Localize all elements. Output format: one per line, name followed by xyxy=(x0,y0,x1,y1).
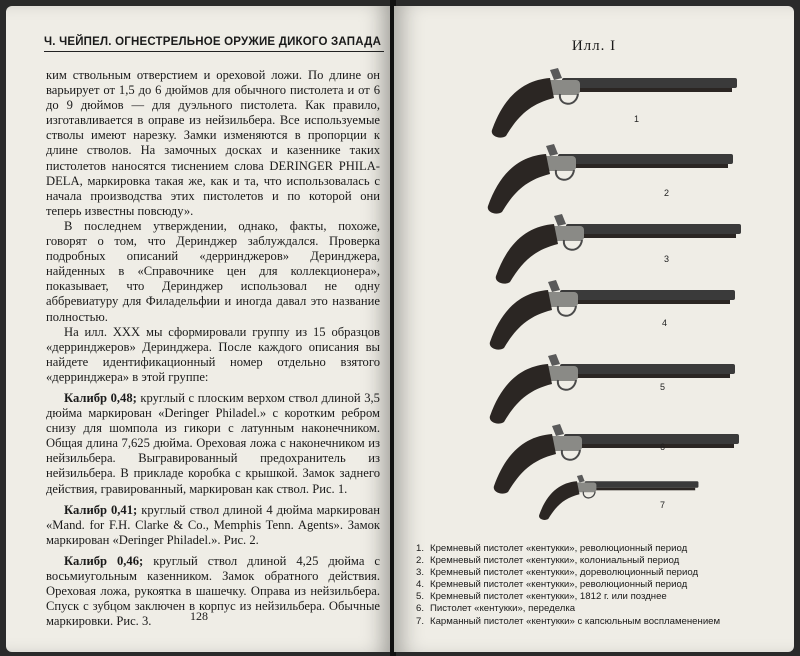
figure-number-1: 1 xyxy=(634,114,640,124)
figure-number-3: 3 xyxy=(664,254,670,264)
running-header: Ч. ЧЕЙПЕЛ. ОГНЕСТРЕЛЬНОЕ ОРУЖИЕ ДИКОГО ЗАПАДА xyxy=(44,36,384,52)
caption-item xyxy=(416,616,786,628)
caption-text: Карманный пистолет «кентукки» с капсюльным воспламенением xyxy=(430,615,721,627)
caption-number: 6. xyxy=(416,603,425,615)
illustration-title: Илл. I xyxy=(571,38,617,54)
caliber-entry-1 xyxy=(46,391,380,497)
paragraph-3: На илл. XXX мы сформировали группу из 15 образцов «дерринджеров» Деринджера. После каждого описания вы найдете идентификационный номер отдельно взятого «дерринджера» в этой группе: xyxy=(46,324,380,384)
body-text xyxy=(46,68,380,629)
caliber-desc-3: круглый ствол длиной 4,25 дюйма с восьмиугольным казенником. Замок обратного действия. Ореховая ложа, рукоятка в шашечку. Оправа из нейзильбера. Спуск с зубцом заключен в корпус из нейзильбера. Обычные маркировки. Рис. 3. xyxy=(46,553,380,629)
pistol-2 xyxy=(488,144,733,214)
caption-text: Кремневый пистолет «кентукки», революционный период xyxy=(430,579,688,591)
caliber-desc-2: круглый ствол длиной 4 дюйма маркирован «Mand. for F.H. Clarke & Co., Memphis Tenn. Agents». Замок маркирован «Deringer Philadel.». Рис. 2. xyxy=(46,502,380,547)
caption-text: Кремневый пистолет «кентукки», дореволюционный период xyxy=(430,567,699,579)
caption-text: Пистолет «кентукки», переделка xyxy=(430,603,576,615)
caliber-label-1: Калибр 0,48; xyxy=(64,390,137,405)
figure-number-7: 7 xyxy=(660,500,666,510)
caption-item xyxy=(416,567,786,579)
caliber-label-2: Калибр 0,41; xyxy=(64,502,138,517)
caption-item xyxy=(416,543,786,555)
paragraph-2: В последнем утверждении, однако, факты, похоже, говорят о том, что Деринджер заблуждался. Проверка подробных описаний «дерринджеров» Деринджера, найденных в «Справочнике цен для коллекционера», показывает, что Деринджер использовал не одну аббревиатуру для Филадельфии и иногда давал это название полностью. xyxy=(46,218,380,324)
caption-list xyxy=(416,543,786,628)
caliber-desc-1: круглый с плоским верхом ствол длиной 3,5 дюйма маркирован «Deringer Philadel.» с коротким ребром снизу для шомпола из гикори с латунным наконечником. Общая длина 7,625 дюйма. Ореховая ложа с наконечником из нейзильбера. Выгравированный предохранитель из нейзильбера. В прикладе коробка с крышкой. Замок заднего действия, гравированный, маркирован как ствол. Рис. 1. xyxy=(46,390,380,496)
caption-number: 7. xyxy=(416,615,425,627)
caption-number: 2. xyxy=(416,555,425,567)
caption-item xyxy=(416,579,786,591)
figure-number-2: 2 xyxy=(664,188,670,198)
pistol-5 xyxy=(490,354,735,424)
caption-item xyxy=(416,603,786,615)
caliber-label-3: Калибр 0,46; xyxy=(64,553,144,568)
caption-item xyxy=(416,555,786,567)
caption-number: 3. xyxy=(416,567,425,579)
caption-number: 5. xyxy=(416,591,425,603)
pistol-3 xyxy=(496,214,741,284)
pistol-1 xyxy=(492,68,737,138)
caption-text: Кремневый пистолет «кентукки», 1812 г. или позднее xyxy=(430,591,667,603)
figure-number-5: 5 xyxy=(660,382,666,392)
caption-number: 4. xyxy=(416,579,425,591)
left-page xyxy=(6,6,392,652)
figure-number-4: 4 xyxy=(662,318,668,328)
caliber-entry-2 xyxy=(46,503,380,548)
caption-text: Кремневый пистолет «кентукки», революционный период xyxy=(430,543,688,554)
pistol-4 xyxy=(490,280,735,350)
pistol-illustrations xyxy=(454,56,754,536)
paragraph-1: ким ствольным отверстием и ореховой ложи. По длине он варьирует от 1,5 до 6 дюймов для обычного пистолета и от 6 до 9 дюймов — для дуэльного пистолета. Как правило, изготавливается в оправе из нейзильбера. Все используемые стволы имеют нарезку. Замки изменяются в пропорции к длине стволов. На замочных досках и казеннике таких пистолетов наносятся тиснением слова DERINGER PHILA-DELA, маркировка такая же, как и та, что использовалась с начала производства этих пистолетов и по которой они теперь известны повсюду». xyxy=(46,68,380,218)
figure-number-6: 6 xyxy=(660,442,666,452)
caption-number: 1. xyxy=(416,543,425,554)
pistol-7 xyxy=(539,475,698,520)
caption-text: Кремневый пистолет «кентукки», колониальный период xyxy=(430,555,680,567)
right-page xyxy=(394,6,794,652)
caption-item xyxy=(416,591,786,603)
page-number: 128 xyxy=(190,609,208,623)
